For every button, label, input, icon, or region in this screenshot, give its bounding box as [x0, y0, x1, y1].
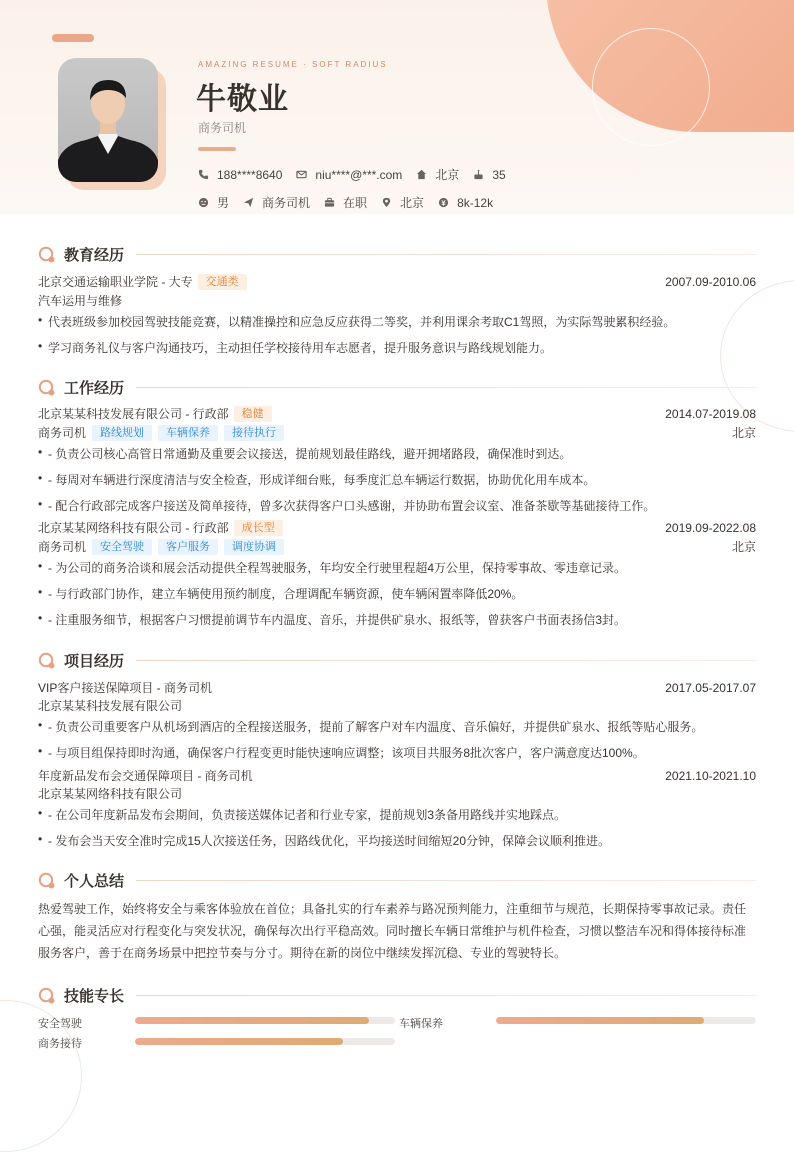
decor-ring — [592, 28, 710, 146]
section-projects-header — [38, 650, 756, 671]
list-item: • 学习商务礼仪与客户沟通技巧，主动担任学校接待用车志愿者，提升服务意识与路线规划能力。 — [38, 339, 553, 355]
tagline: AMAZING RESUME · SOFT RADIUS — [198, 60, 388, 69]
date-range: 2017.05-2017.07 — [665, 680, 756, 695]
gender-item — [198, 194, 229, 211]
project-company: 北京某某网络科技有限公司 — [38, 787, 183, 801]
project-company: 北京某某科技发展有限公司 — [38, 699, 183, 713]
role-row — [38, 424, 756, 441]
role-row — [38, 538, 756, 555]
category-tag: 成长型 — [234, 520, 283, 536]
role: 商务司机 — [38, 540, 87, 554]
section-divider — [136, 880, 756, 881]
phone-text: 188****8640 — [217, 167, 283, 182]
project-entry — [38, 679, 756, 696]
phone-item — [198, 168, 282, 182]
skill-fill — [135, 1038, 343, 1045]
skill-tag: 路线规划 — [92, 425, 152, 441]
skill-tag: 客户服务 — [158, 539, 218, 555]
avatar-photo — [58, 58, 158, 182]
skill-tag: 车辆保养 — [158, 425, 218, 441]
skill-bar — [135, 1038, 395, 1045]
location-item — [381, 194, 424, 211]
section-education-header — [38, 244, 756, 265]
skill-name: 车辆保养 — [399, 1018, 443, 1030]
salary-item — [438, 196, 493, 210]
details-row — [198, 194, 507, 211]
home-item — [416, 166, 459, 183]
mail-icon — [296, 169, 307, 180]
person-icon — [58, 58, 158, 182]
section-work-header — [38, 377, 756, 398]
section-summary-header — [38, 870, 756, 891]
skill-tag: 调度协调 — [224, 539, 284, 555]
list-item: • - 每周对车辆进行深度清洁与安全检查，形成详细台账，每季度汇总车辆运行数据，协助优化用车成本。 — [38, 471, 596, 487]
gender-icon — [198, 197, 209, 208]
major: 汽车运用与维修 — [38, 294, 123, 308]
job-entry — [38, 519, 756, 536]
briefcase-icon — [324, 197, 335, 208]
list-item: • - 负责公司核心高管日常通勤及重要会议接送，提前规划最佳路线，避开拥堵路段，确保准时到达。 — [38, 445, 572, 461]
project-company-row — [38, 785, 756, 802]
project-name: VIP客户接送保障项目 - 商务司机 — [38, 681, 213, 695]
school-name: 北京交通运输职业学院 - 大专 — [38, 275, 193, 289]
gender-text: 男 — [217, 196, 230, 210]
age-item — [473, 168, 505, 182]
search-icon — [38, 987, 56, 1005]
search-icon — [38, 652, 56, 670]
email-item — [296, 168, 402, 182]
list-item: • - 在公司年度新品发布会期间，负责接送媒体记者和行业专家，提前规划3条备用路线并实地踩点。 — [38, 806, 567, 822]
skill-name: 商务接待 — [38, 1038, 82, 1050]
age-text: 35 — [492, 167, 506, 182]
search-icon — [38, 379, 56, 397]
date-range: 2021.10-2021.10 — [665, 768, 756, 783]
skill-tag: 安全驾驶 — [92, 539, 152, 555]
skill-bar — [135, 1017, 395, 1024]
list-item: • - 与项目组保持即时沟通，确保客户行程变更时能快速响应调整；该项目共服务8批次客户，客户满意度达100%。 — [38, 744, 645, 760]
skill-name: 安全驾驶 — [38, 1018, 82, 1030]
skill-fill — [496, 1017, 704, 1024]
phone-icon — [198, 169, 209, 180]
section-divider — [136, 387, 756, 388]
job-title: 商务司机 — [198, 121, 247, 135]
major-row — [38, 292, 756, 309]
list-item: • 代表班级参加校园驾驶技能竞赛，以精准操控和应急反应获得二等奖，并利用课余考取C1驾照，为实际驾驶累积经验。 — [38, 313, 676, 329]
section-title: 技能专长 — [64, 988, 125, 1005]
home-text: 北京 — [435, 168, 460, 182]
status-text: 在职 — [343, 196, 368, 210]
section-title: 工作经历 — [64, 380, 125, 397]
skill-tag: 接待执行 — [224, 425, 284, 441]
position-item — [243, 194, 310, 211]
search-icon — [38, 872, 56, 890]
list-item: • - 配合行政部完成客户接送及简单接待，曾多次获得客户口头感谢，并协助布置会议室、准备茶歇等基础接待工作。 — [38, 497, 656, 513]
job-entry — [38, 405, 756, 422]
section-skills-header — [38, 985, 756, 1006]
date-range: 2014.07-2019.08 — [665, 406, 756, 421]
section-divider — [136, 995, 756, 996]
list-item: • - 负责公司重要客户从机场到酒店的全程接送服务，提前了解客户对车内温度、音乐偏好，并提供矿泉水、报纸等贴心服务。 — [38, 718, 704, 734]
category-tag: 交通类 — [198, 274, 247, 290]
location-icon — [381, 197, 392, 208]
date-range: 2019.09-2022.08 — [665, 520, 756, 535]
project-entry — [38, 767, 756, 784]
list-item: • - 为公司的商务洽谈和展会活动提供全程驾驶服务，年均安全行驶里程超4万公里，保持零事故、零违章记录。 — [38, 559, 627, 575]
section-title: 教育经历 — [64, 247, 125, 264]
home-icon — [416, 169, 427, 180]
education-entry — [38, 273, 756, 290]
skill-bar — [496, 1017, 756, 1024]
skill-fill — [135, 1017, 369, 1024]
section-title: 项目经历 — [64, 653, 125, 670]
section-divider — [136, 660, 756, 661]
category-tag: 稳健 — [234, 406, 272, 422]
project-company-row — [38, 697, 756, 714]
date-range: 2007.09-2010.06 — [665, 274, 756, 289]
email-text: niu****@***.com — [315, 167, 403, 182]
list-item: • - 发布会当天安全准时完成15人次接送任务，因路线优化，平均接送时间缩短20分钟，保障会议顺利推进。 — [38, 832, 611, 848]
location-text: 北京 — [400, 196, 425, 210]
list-item: • - 注重服务细节，根据客户习惯提前调节车内温度、音乐，并提供矿泉水、报纸等，曾获客户书面表扬信3封。 — [38, 611, 627, 627]
cake-icon — [473, 169, 484, 180]
status-item — [324, 194, 367, 211]
role: 商务司机 — [38, 426, 87, 440]
project-name: 年度新品发布会交通保障项目 - 商务司机 — [38, 769, 253, 783]
salary-icon — [438, 197, 449, 208]
company-name: 北京某某科技发展有限公司 - 行政部 — [38, 407, 229, 421]
section-divider — [136, 254, 756, 255]
salary-text: 8k-12k — [457, 195, 494, 210]
search-icon — [38, 246, 56, 264]
list-item: • - 与行政部门协作，建立车辆使用预约制度，合理调配车辆资源，使车辆闲置率降低20%。 — [38, 585, 524, 601]
city: 北京 — [731, 426, 756, 440]
contact-row — [198, 166, 520, 183]
accent-pill — [52, 34, 94, 42]
send-icon — [243, 197, 254, 208]
candidate-name: 牛敬业 — [196, 83, 289, 116]
city: 北京 — [731, 540, 756, 554]
company-name: 北京某某网络科技有限公司 - 行政部 — [38, 521, 229, 535]
section-title: 个人总结 — [64, 873, 125, 890]
title-underline — [198, 147, 236, 151]
summary-text: 热爱驾驶工作，始终将安全与乘客体验放在首位；具备扎实的行车素养与路况预判能力，注重细节与规范，长期保持零事故记录。责任心强，能灵活应对行程变化与突发状况，确保每次出行平稳高效。同时擅长车辆日常维护与机件检查，习惯以整洁车况和得体接待标准服务客户，善于在商务场景中把控节奏与分寸。期待在新的岗位中继续发挥沉稳、专业的驾驶特长。 — [38, 902, 747, 960]
position-text: 商务司机 — [262, 196, 311, 210]
